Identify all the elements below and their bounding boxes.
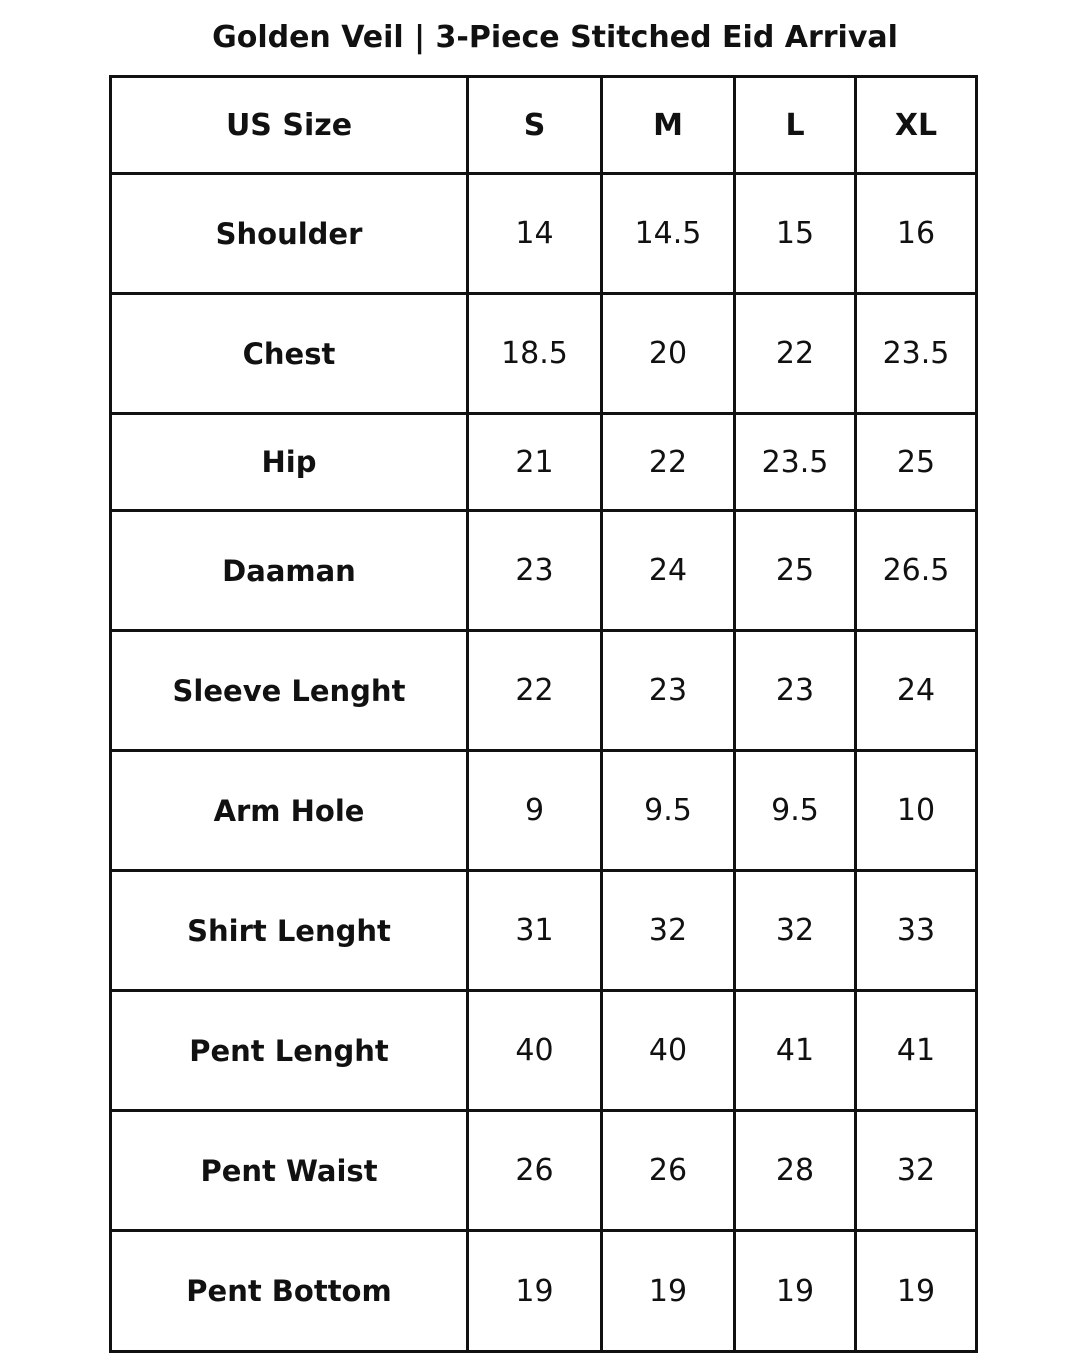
row-label: Hip: [111, 414, 468, 511]
table-row: [111, 511, 977, 631]
table-row: [111, 991, 977, 1111]
header-size-s: S: [468, 77, 602, 174]
cell-value: 25: [735, 511, 856, 631]
table-row: [111, 294, 977, 414]
cell-value: 14.5: [602, 174, 735, 294]
cell-value: 19: [602, 1231, 735, 1352]
cell-value: 23.5: [856, 294, 977, 414]
size-chart-table: [109, 75, 978, 1353]
table-row: [111, 414, 977, 511]
row-label: Arm Hole: [111, 751, 468, 871]
header-size-m: M: [602, 77, 735, 174]
table-row: [111, 751, 977, 871]
row-label: Pent Waist: [111, 1111, 468, 1231]
cell-value: 23: [468, 511, 602, 631]
row-label: Daaman: [111, 511, 468, 631]
cell-value: 10: [856, 751, 977, 871]
row-label: Sleeve Lenght: [111, 631, 468, 751]
cell-value: 24: [856, 631, 977, 751]
cell-value: 16: [856, 174, 977, 294]
cell-value: 41: [735, 991, 856, 1111]
row-label: Shoulder: [111, 174, 468, 294]
row-label: Pent Lenght: [111, 991, 468, 1111]
cell-value: 9.5: [602, 751, 735, 871]
table-row: [111, 871, 977, 991]
cell-value: 19: [856, 1231, 977, 1352]
row-label: Chest: [111, 294, 468, 414]
cell-value: 32: [602, 871, 735, 991]
cell-value: 15: [735, 174, 856, 294]
cell-value: 33: [856, 871, 977, 991]
header-size-l: L: [735, 77, 856, 174]
cell-value: 25: [856, 414, 977, 511]
cell-value: 19: [735, 1231, 856, 1352]
cell-value: 26: [468, 1111, 602, 1231]
header-row: [111, 77, 977, 174]
cell-value: 31: [468, 871, 602, 991]
table-row: [111, 1231, 977, 1352]
cell-value: 18.5: [468, 294, 602, 414]
cell-value: 9.5: [735, 751, 856, 871]
cell-value: 21: [468, 414, 602, 511]
cell-value: 41: [856, 991, 977, 1111]
cell-value: 26: [602, 1111, 735, 1231]
cell-value: 40: [602, 991, 735, 1111]
cell-value: 22: [735, 294, 856, 414]
header-size-xl: XL: [856, 77, 977, 174]
cell-value: 22: [602, 414, 735, 511]
table-row: [111, 631, 977, 751]
cell-value: 24: [602, 511, 735, 631]
cell-value: 32: [856, 1111, 977, 1231]
cell-value: 22: [468, 631, 602, 751]
table-row: [111, 1111, 977, 1231]
header-us-size: US Size: [111, 77, 468, 174]
cell-value: 40: [468, 991, 602, 1111]
page-title: Golden Veil | 3-Piece Stitched Eid Arrival: [212, 20, 898, 55]
cell-value: 23: [602, 631, 735, 751]
cell-value: 26.5: [856, 511, 977, 631]
table-row: [111, 174, 977, 294]
row-label: Pent Bottom: [111, 1231, 468, 1352]
cell-value: 23: [735, 631, 856, 751]
row-label: Shirt Lenght: [111, 871, 468, 991]
cell-value: 14: [468, 174, 602, 294]
cell-value: 23.5: [735, 414, 856, 511]
cell-value: 28: [735, 1111, 856, 1231]
cell-value: 20: [602, 294, 735, 414]
cell-value: 19: [468, 1231, 602, 1352]
cell-value: 32: [735, 871, 856, 991]
cell-value: 9: [468, 751, 602, 871]
